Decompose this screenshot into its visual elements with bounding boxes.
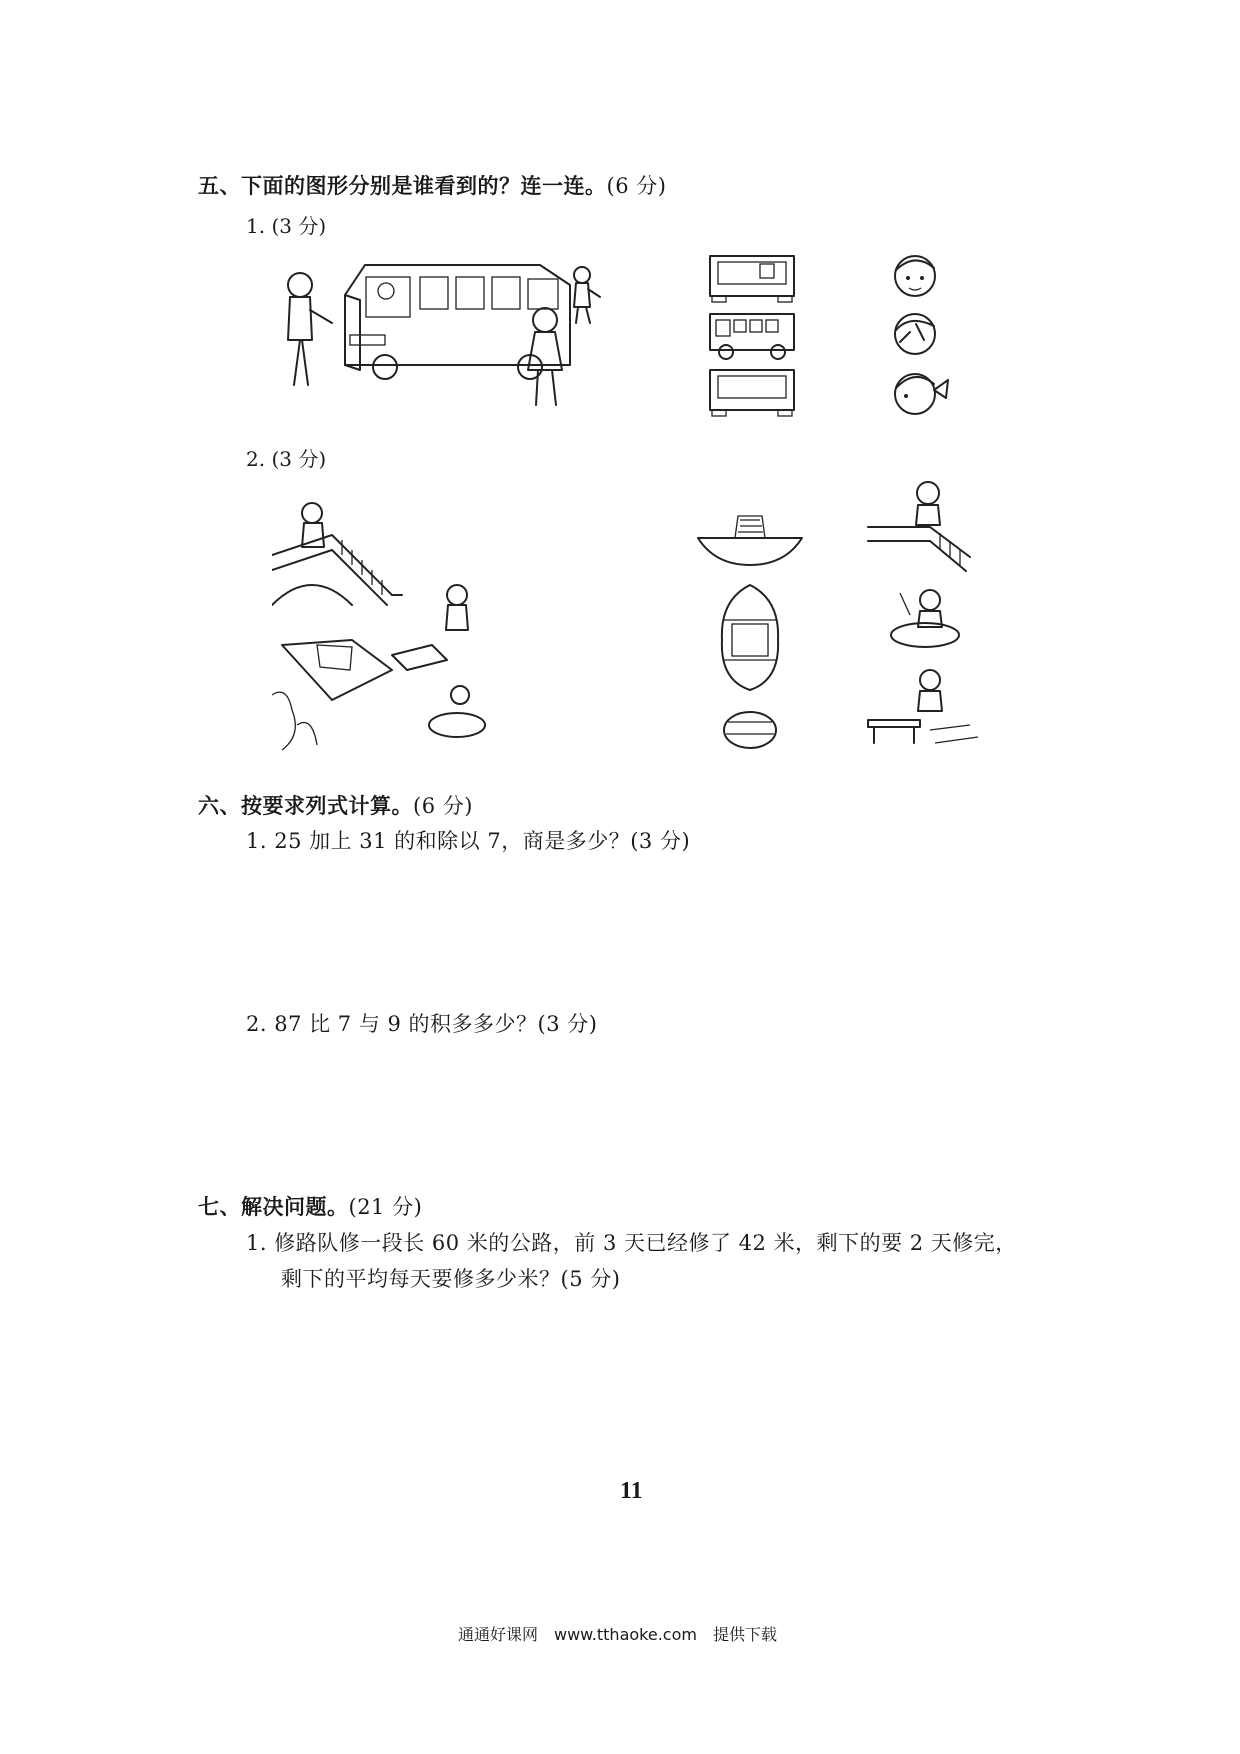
section-6-question-2: 2. 87 比 7 与 9 的积多多少？(3 分) [246,1012,598,1036]
boat-top-view[interactable] [722,585,778,690]
section-7-heading [198,1191,422,1221]
section-5-heading [198,170,666,200]
boy-back-head[interactable] [895,314,935,354]
section-7-question-1-line-2: 剩下的平均每天要修多少米？(5 分) [281,1267,621,1291]
section-5-points: (6 分) [606,174,667,198]
girl-side-head[interactable] [895,374,948,414]
section-5-question-1-label: 1. (3 分) [246,214,327,238]
boat-front-view[interactable] [724,712,776,748]
footer-credit: 通通好课网 www.tthaoke.com 提供下载 [458,1625,777,1644]
boat-side-view[interactable] [698,516,802,565]
boat-views-column [690,510,810,755]
bus-back-view[interactable] [710,256,794,302]
bus-side-view[interactable] [710,314,794,359]
bridge-boat-scene-illustration [272,495,512,755]
boy-front-head[interactable] [895,256,935,296]
bus-scene-illustration [270,255,620,415]
section-7-title: 七、解决问题。 [198,1195,349,1219]
child-on-bridge[interactable] [868,482,970,571]
section-5-question-2-label: 2. (3 分) [246,447,327,471]
child-on-bench[interactable] [868,670,978,743]
bus-views-column [700,252,810,422]
section-6-title: 六、按要求列式计算。 [198,794,413,818]
section-7-points: (21 分) [348,1195,423,1219]
children-heads-column [880,252,960,427]
bus-front-view[interactable] [710,370,794,416]
child-in-round-boat[interactable] [891,590,959,647]
section-5-title: 五、下面的图形分别是谁看到的？连一连。 [198,174,607,198]
section-6-points: (6 分) [413,794,473,818]
section-7-question-1-line-1: 1. 修路队修一段长 60 米的公路，前 3 天已经修了 42 米，剩下的要 2 天修完， [246,1231,1017,1255]
section-6-heading [198,790,473,820]
boat-viewers-column [860,475,990,760]
section-6-question-1: 1. 25 加上 31 的和除以 7，商是多少？(3 分) [246,829,691,853]
page-number: 11 [620,1478,643,1504]
